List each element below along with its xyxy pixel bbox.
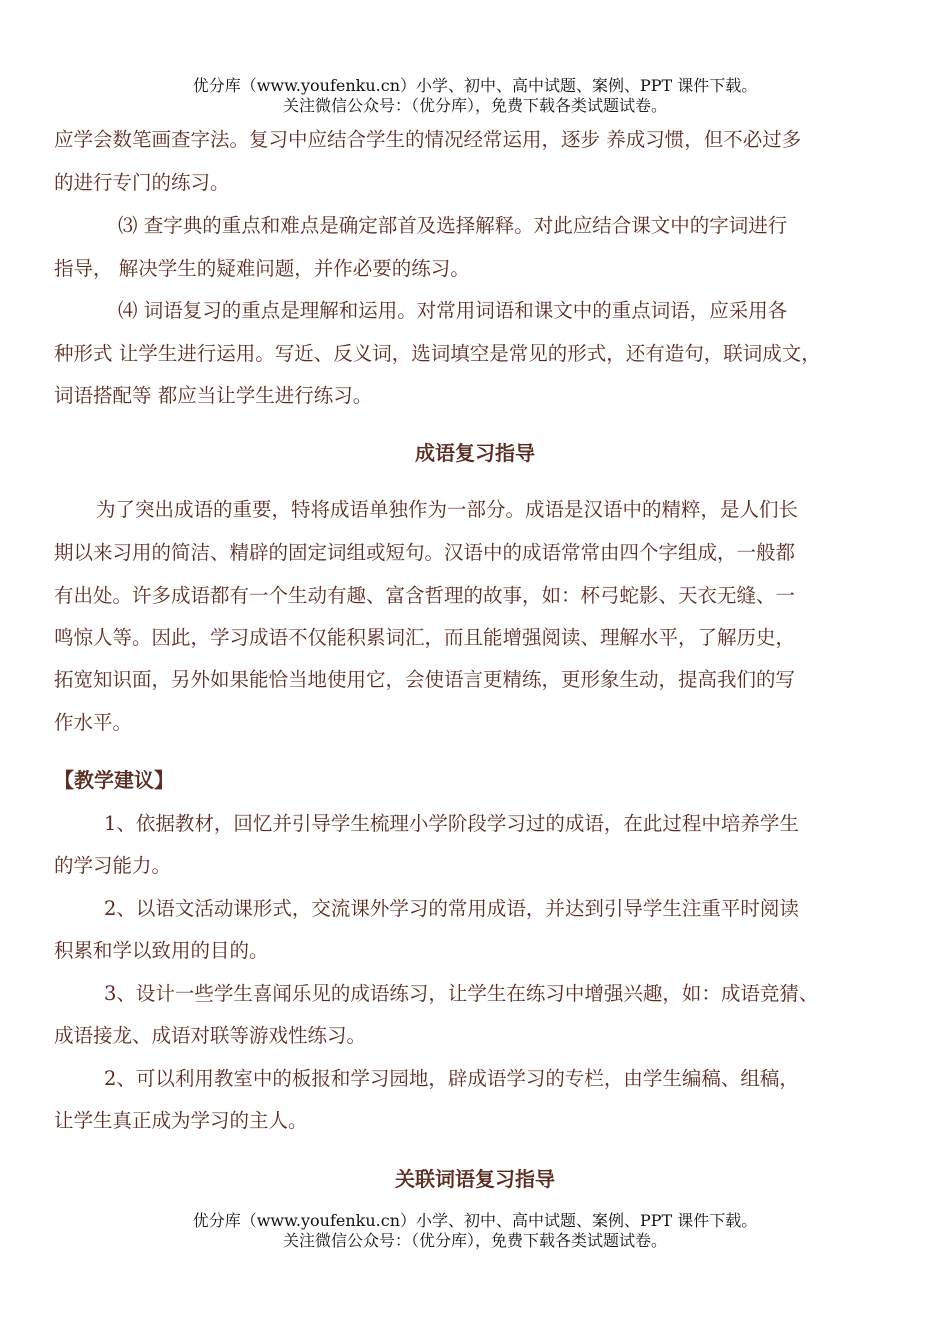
paragraph-line: 有出处。许多成语都有一个生动有趣、富含哲理的故事，如：杯弓蛇影、天衣无缝、一 xyxy=(54,584,796,607)
suggestion-line: 让学生真正成为学习的主人。 xyxy=(54,1109,308,1132)
suggestion-line: 3、设计一些学生喜闻乐见的成语练习，让学生在练习中增强兴趣，如：成语竞猜、 xyxy=(104,982,819,1005)
suggestion-line: 2、以语文活动课形式，交流课外学习的常用成语，并达到引导学生注重平时阅读 xyxy=(104,897,799,920)
suggestion-line: 成语接龙、成语对联等游戏性练习。 xyxy=(54,1024,367,1047)
body-line: 应学会数笔画查字法。复习中应结合学生的情况经常运用，逐步 养成习惯，但不必过多 xyxy=(54,128,802,151)
page-header xyxy=(0,76,950,116)
paragraph-line: 期以来习用的简洁、精辟的固定词组或短句。汉语中的成语常常由四个字组成，一般都 xyxy=(54,541,796,564)
section-title-conjunctions: 关联词语复习指导 xyxy=(395,1167,555,1191)
suggestion-line: 1、依据教材，回忆并引导学生梳理小学阶段学习过的成语，在此过程中培养学生 xyxy=(104,812,799,835)
footer-line-2: 关注微信公众号：（优分库），免费下载各类试题试卷。 xyxy=(282,1231,667,1250)
body-line: 的进行专门的练习。 xyxy=(54,171,230,194)
section-title-idioms: 成语复习指导 xyxy=(415,441,535,465)
paragraph-line: 拓宽知识面，另外如果能恰当地使用它，会使语言更精练，更形象生动，提高我们的写 xyxy=(54,668,796,691)
page-footer xyxy=(0,1211,950,1251)
body-line: ⑷ 词语复习的重点是理解和运用。对常用词语和课文中的重点词语，应采用各 xyxy=(118,299,788,322)
body-line: 种形式 让学生进行运用。写近、反义词，选词填空是常见的形式，还有造句，联词成文， xyxy=(54,342,821,365)
body-line: 指导， 解决学生的疑难问题，并作必要的练习。 xyxy=(54,257,470,280)
body-line: ⑶ 查字典的重点和难点是确定部首及选择解释。对此应结合课文中的字词进行 xyxy=(118,214,788,237)
header-line-1: 优分库（www.youfenku.cn）小学、初中、高中试题、案例、PPT 课件下载。 xyxy=(192,76,758,95)
body-line: 词语搭配等 都应当让学生进行练习。 xyxy=(54,384,373,407)
footer-line-1: 优分库（www.youfenku.cn）小学、初中、高中试题、案例、PPT 课件下载。 xyxy=(192,1211,758,1230)
teaching-suggestions-heading: 【教学建议】 xyxy=(54,768,174,792)
suggestion-line: 的学习能力。 xyxy=(54,854,172,877)
paragraph-line: 作水平。 xyxy=(54,711,133,734)
suggestion-line: 2、可以利用教室中的板报和学习园地，辟成语学习的专栏，由学生编稿、组稿， xyxy=(104,1067,799,1090)
paragraph-line: 鸣惊人等。因此，学习成语不仅能积累词汇，而且能增强阅读、理解水平，了解历史， xyxy=(54,626,796,649)
paragraph-line: 为了突出成语的重要，特将成语单独作为一部分。成语是汉语中的精粹，是人们长 xyxy=(96,498,799,521)
header-line-2: 关注微信公众号：（优分库），免费下载各类试题试卷。 xyxy=(282,96,667,115)
suggestion-line: 积累和学以致用的目的。 xyxy=(54,939,269,962)
